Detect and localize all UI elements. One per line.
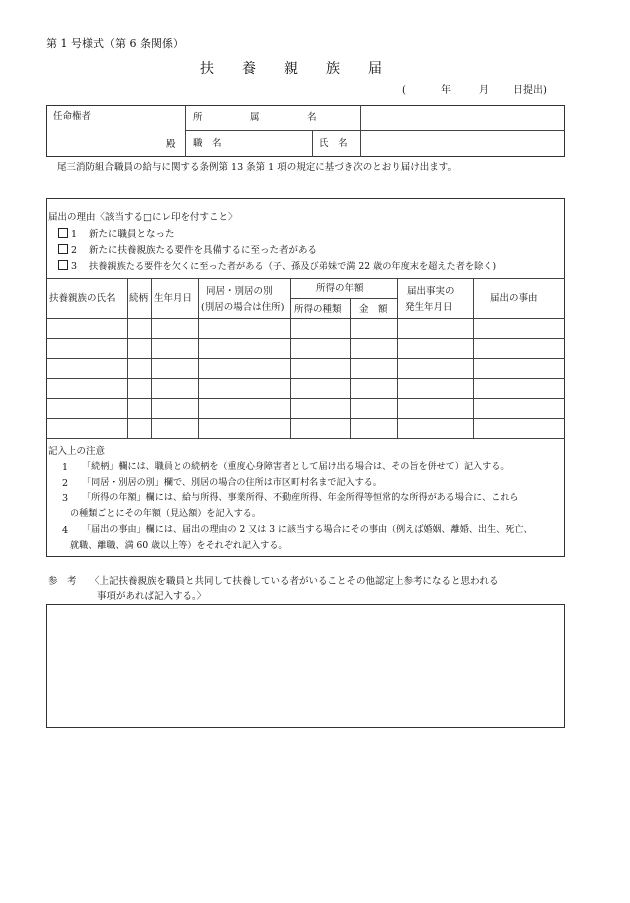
note-4-line-1: 「届出の事由」欄には、届出の理由の 2 又は 3 に該当する場合にその事由（例えば婚姻、離婚、出生、死亡、 [82,525,533,535]
reference-line-2: 事項があれば記入する。〉 [97,591,207,602]
col-relation-header: 続柄 [129,293,149,304]
reason-1-num: 1 [71,229,78,240]
note-2-num: 2 [62,478,69,489]
date-month-label: 月 [479,85,489,96]
col-name-header: 扶養親族の氏名 [49,293,116,304]
reason-1-checkbox[interactable] [58,228,68,238]
appointer-label: 任命権者 [53,111,92,122]
col-income-header: 所得の年額 [316,283,364,294]
note-3-line-2: の種類ごとにその年額（見込額）を記入する。 [70,509,261,519]
name-label: 氏 名 [319,138,348,149]
position-label: 職 名 [193,138,222,149]
col-residence-header: 同居・別居の別 [206,286,273,297]
col-birth-header: 生年月日 [154,293,193,304]
reason-3-num: 3 [71,261,78,272]
col-residence-subheader: (別居の場合は住所) [201,302,285,313]
reason-3-checkbox[interactable] [58,260,68,270]
affiliation-field[interactable] [362,107,563,129]
dono-label: 殿 [166,139,176,150]
reason-heading: 届出の理由〈該当する□にレ印を付すこと〉 [48,212,238,223]
note-4-num: 4 [62,525,69,536]
reference-input-box[interactable] [46,604,565,728]
reason-2-text: 新たに扶養親族たる要件を具備するに至った者がある [89,245,318,256]
reason-1-text: 新たに職員となった [89,229,175,240]
note-3-num: 3 [62,493,69,504]
date-open-paren: ( [402,85,406,96]
note-1-line-1: 「続柄」欄には、職員との続柄を（重度心身障害者として届け出る場合は、その旨を併せて）記入する。 [82,462,510,472]
table-row[interactable] [47,379,564,397]
appointer-field[interactable] [100,107,183,133]
col-income-type-header: 所得の種類 [294,304,342,315]
table-row[interactable] [47,319,564,337]
form-number: 第 1 号様式（第 6 条関係） [46,37,184,50]
table-row[interactable] [47,359,564,377]
reference-line-1: 〈上記扶養親族を職員と共同して扶養している者がいることその他認定上参考になると思われる [90,576,499,587]
note-1-num: 1 [62,462,69,473]
reason-2-checkbox[interactable] [58,244,68,254]
reason-2-num: 2 [71,245,78,256]
reason-option-3[interactable] [58,260,496,272]
note-3-line-1: 「所得の年額」欄には、給与所得、事業所得、不動産所得、年金所得等恒常的な所得がある場合に、これら [82,493,519,503]
name-field[interactable] [362,132,563,155]
affiliation-label: 所 属 名 [193,112,317,123]
page-title: 扶 養 親 族 届 [200,61,382,77]
date-day-submitted-label: 日提出) [513,85,547,96]
position-field[interactable] [232,132,310,155]
col-reason-header: 届出の事由 [490,293,538,304]
col-event-date-header: 届出事実の [407,286,455,297]
reason-3-text: 扶養親族たる要件を欠くに至った者がある（子、孫及び弟妹で満 22 歳の年度末を超えた者を除く) [89,261,497,272]
col-event-date-subheader: 発生年月日 [405,302,453,313]
table-row[interactable] [47,399,564,417]
table-row[interactable] [47,339,564,357]
notes-heading: 記入上の注意 [48,446,106,457]
table-row[interactable] [47,419,564,437]
note-2-line-1: 「同居・別居の別」欄で、別居の場合の住所は市区町村名まで記入する。 [82,478,382,488]
note-4-line-2: 就職、離職、満 60 歳以上等）をそれぞれ記入する。 [70,541,288,551]
reason-option-2[interactable] [58,244,317,256]
col-income-amount-header: 金 額 [359,304,388,315]
reason-option-1[interactable] [58,228,175,240]
date-year-label: 年 [441,85,451,96]
reference-label: 参 考 [48,576,77,587]
statement-text: 尾三消防組合職員の給与に関する条例第 13 条第 1 項の規定に基づき次のとおり届け出ます。 [57,162,457,173]
